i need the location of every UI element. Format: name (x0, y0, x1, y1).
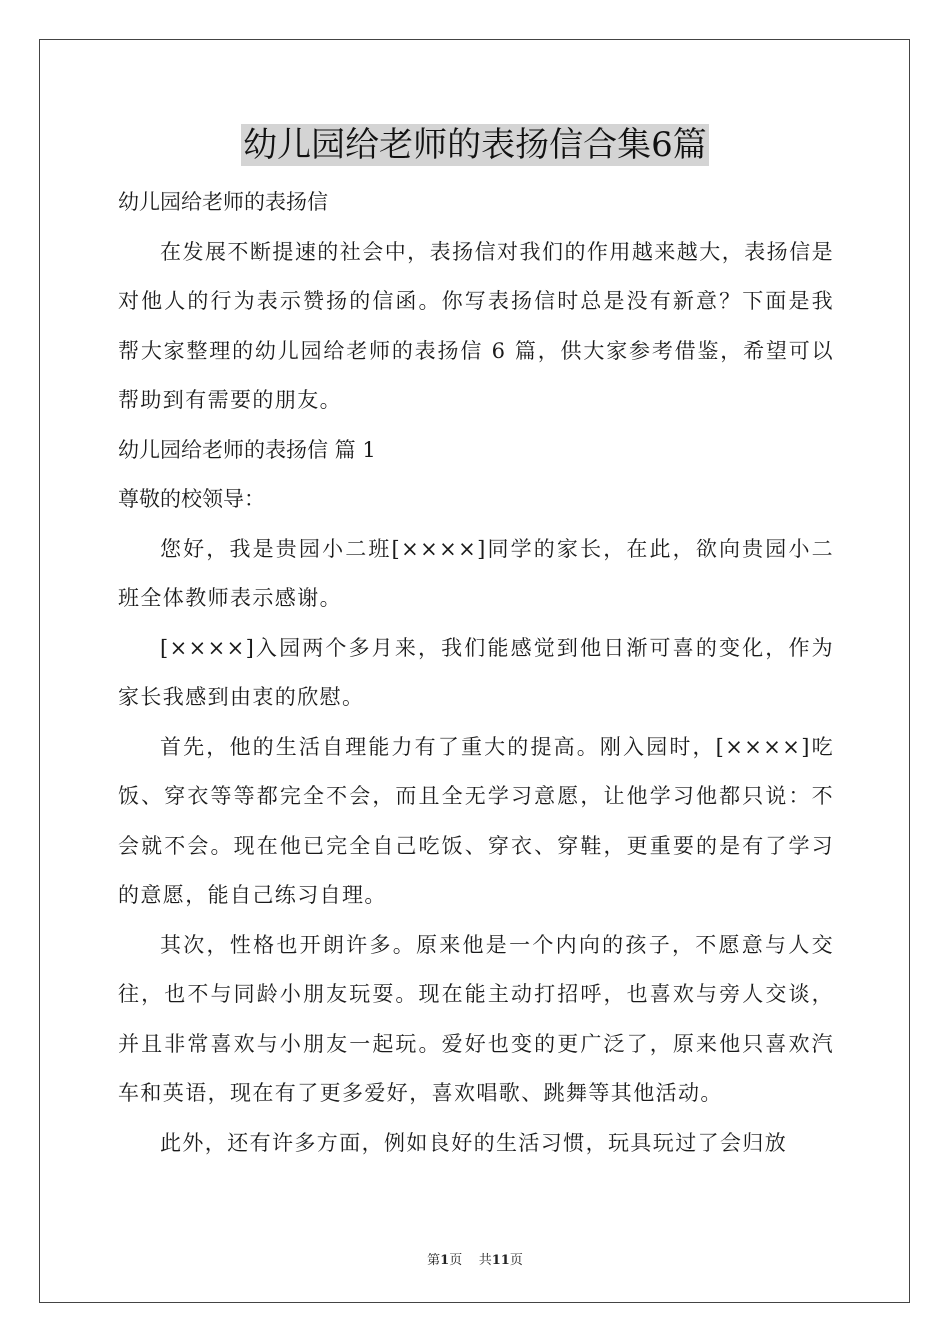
salutation: 尊敬的校领导： (118, 487, 265, 511)
page-footer (0, 1249, 950, 1268)
title-container (0, 124, 950, 166)
document-body (118, 178, 834, 1168)
total-unit: 页 (509, 1253, 523, 1268)
body-paragraph: 此外，还有许多方面，例如良好的生活习惯，玩具玩过了会归放 (160, 1130, 788, 1155)
body-paragraph: [××××]入园两个多月来，我们能感觉到他日渐可喜的变化，作为家长我感到由衷的欣慰。 (118, 635, 834, 709)
intro-paragraph: 在发展不断提速的社会中，表扬信对我们的作用越来越大，表扬信是对他人的行为表示赞扬的信函。你写表扬信时总是没有新意？下面是我帮大家整理的幼儿园给老师的表扬信 6 篇，供大家参考借鉴，希望可以帮助到有需要的朋友。 (118, 239, 834, 412)
total-prefix: 共 (478, 1253, 492, 1268)
page-prefix: 第 (427, 1253, 441, 1268)
document-title: 幼儿园给老师的表扬信合集6篇 (243, 125, 707, 165)
page-unit: 页 (449, 1253, 463, 1268)
heading: 幼儿园给老师的表扬信 (118, 190, 328, 214)
page-number: 1 (440, 1253, 450, 1268)
body-paragraph: 其次，性格也开朗许多。原来他是一个内向的孩子，不愿意与人交往，也不与同龄小朋友玩耍。现在能主动打招呼，也喜欢与旁人交谈，并且非常喜欢与小朋友一起玩。爱好也变的更广泛了，原来他只喜欢汽车和英语，现在有了更多爱好，喜欢唱歌、跳舞等其他活动。 (118, 932, 834, 1105)
body-paragraph: 首先，他的生活自理能力有了重大的提高。刚入园时，[××××]吃饭、穿衣等等都完全不会，而且全无学习意愿，让他学习他都只说：不会就不会。现在他已完全自己吃饭、穿衣、穿鞋，更重要的是有了学习的意愿，能自己练习自理。 (118, 734, 834, 907)
total-pages: 11 (491, 1253, 510, 1268)
section-title: 幼儿园给老师的表扬信 篇 1 (118, 437, 376, 462)
body-paragraph: 您好，我是贵园小二班[××××]同学的家长，在此，欲向贵园小二班全体教师表示感谢。 (118, 536, 834, 610)
